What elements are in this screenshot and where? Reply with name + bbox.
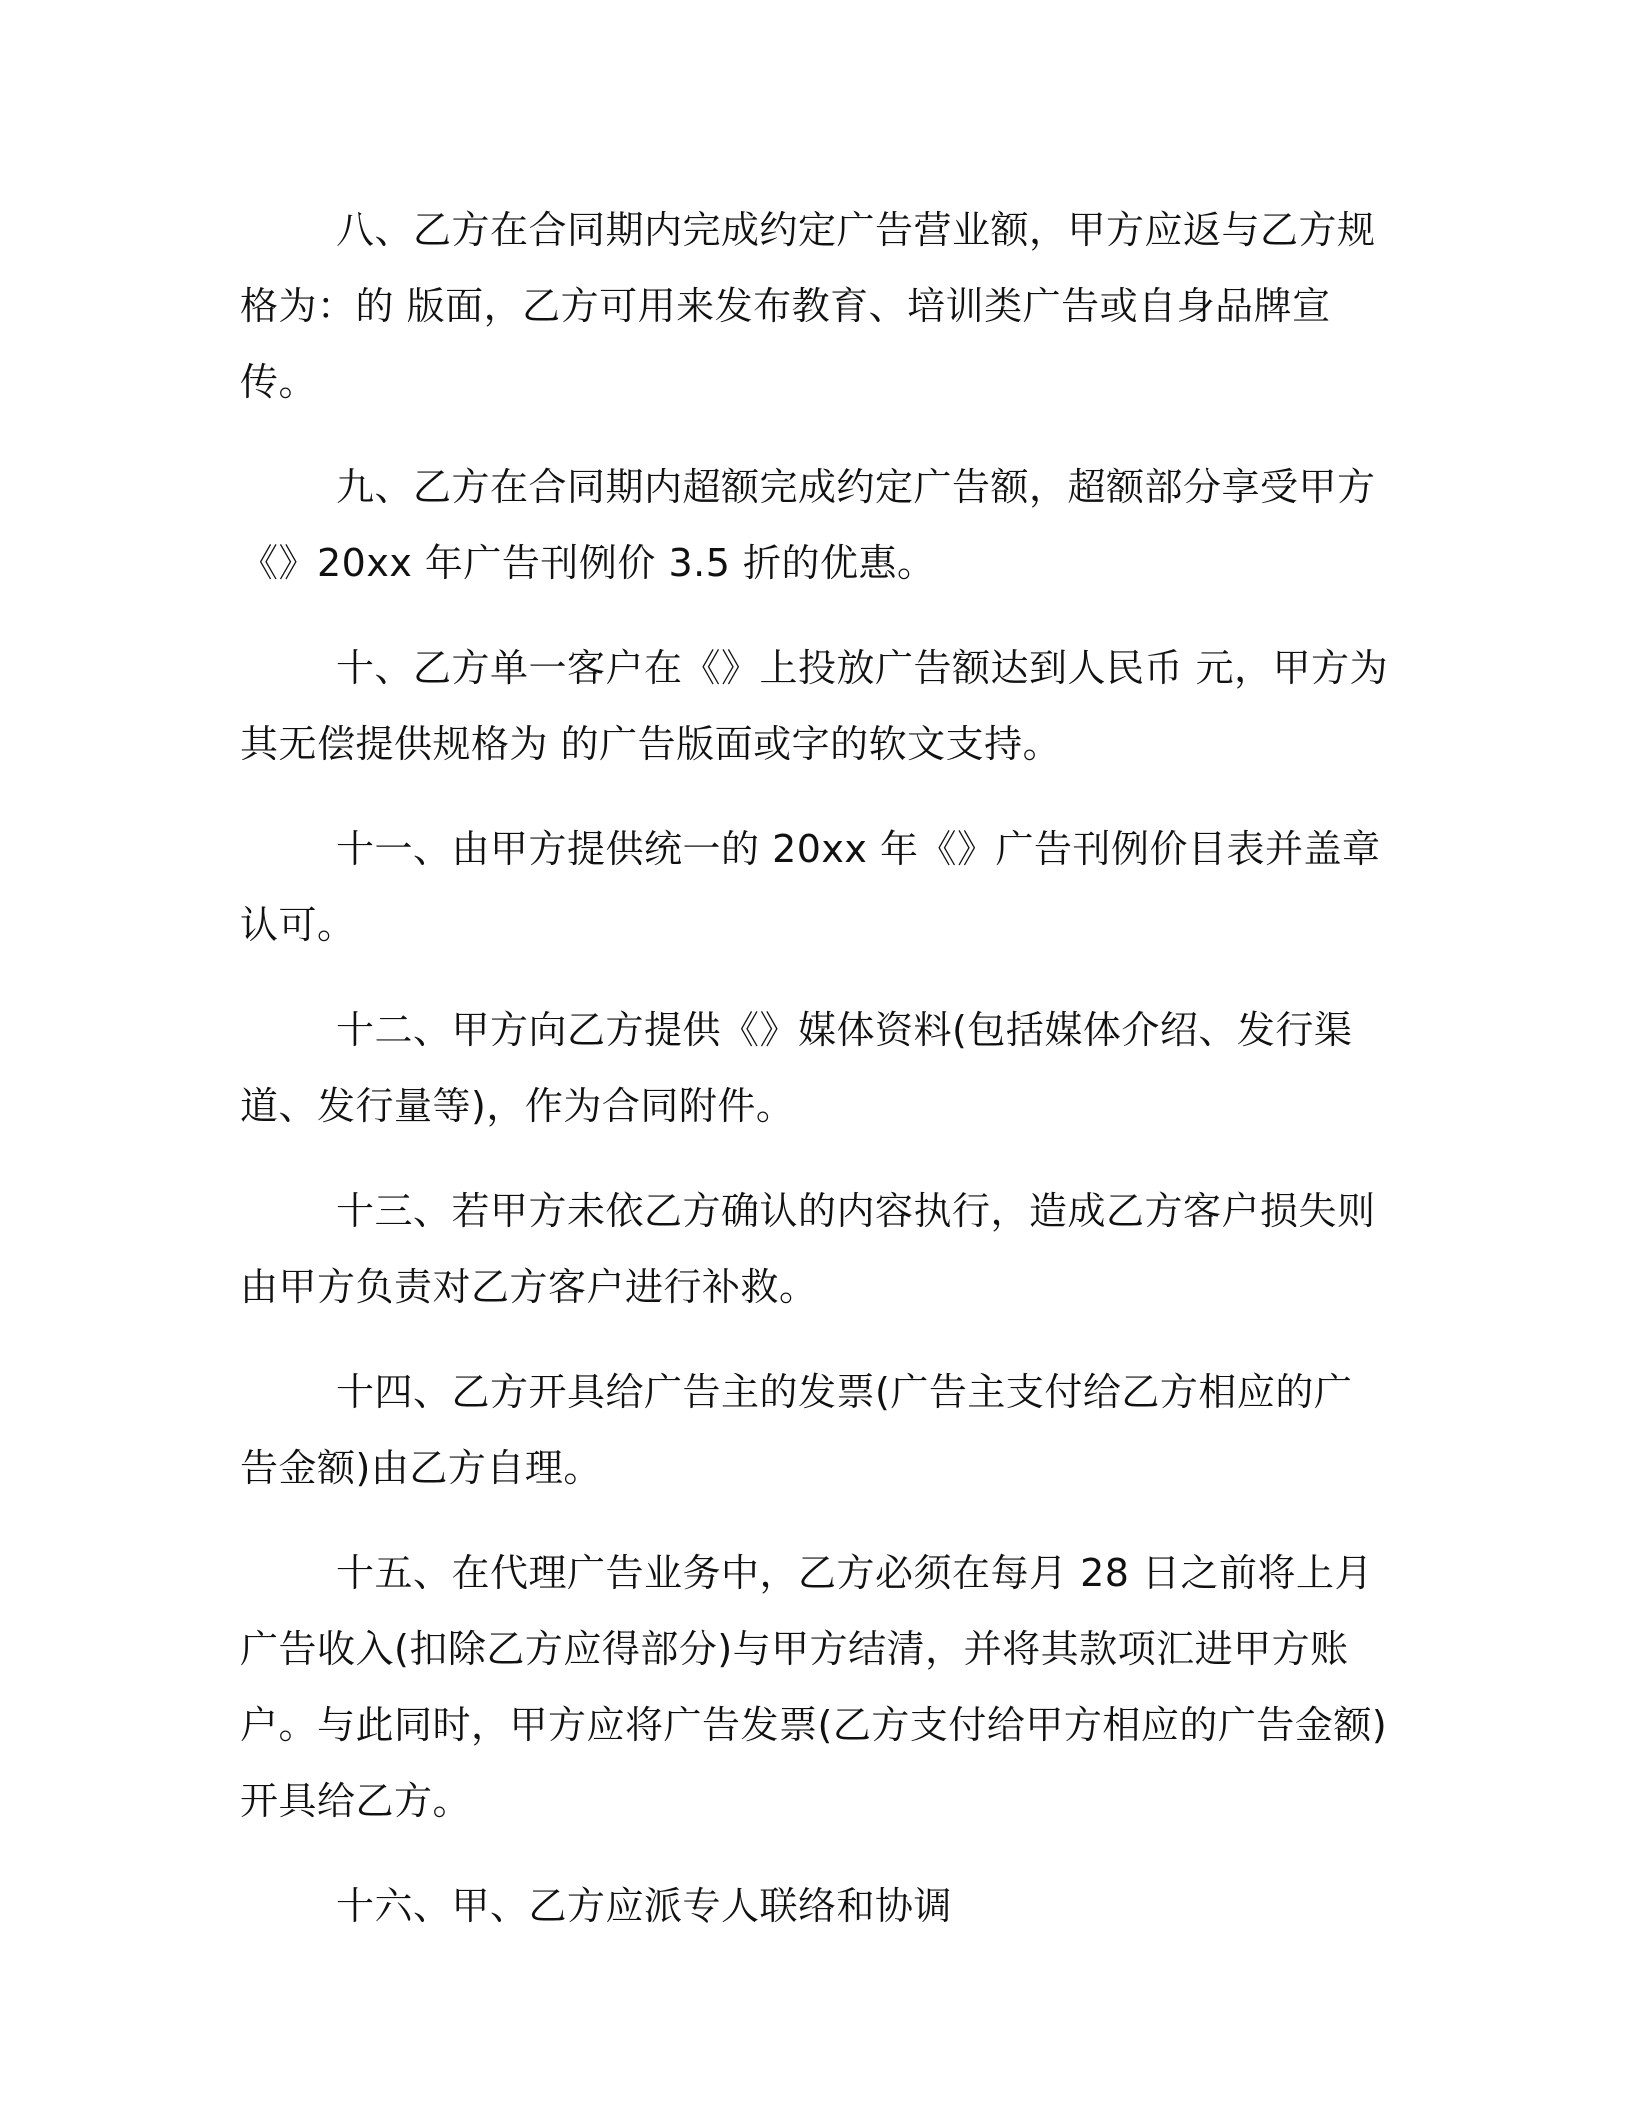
clause-16: 十六、甲、乙方应派专人联络和协调: [336, 1884, 953, 1928]
clause-9: 九、乙方在合同期内超额完成约定广告额，超额部分享受甲方《》20xx 年广告刊例价 3.5 折的优惠。: [240, 465, 1376, 585]
clause-12: 十二、甲方向乙方提供《》媒体资料(包括媒体介绍、发行渠道、发行量等)，作为合同附件。: [240, 1008, 1353, 1128]
contract-body: [240, 192, 1390, 1973]
clause-13: 十三、若甲方未依乙方确认的内容执行，造成乙方客户损失则由甲方负责对乙方客户进行补救。: [240, 1189, 1376, 1309]
clause-14: 十四、乙方开具给广告主的发票(广告主支付给乙方相应的广告金额)由乙方自理。: [240, 1370, 1353, 1490]
clause-15: 十五、在代理广告业务中，乙方必须在每月 28 日之前将上月广告收入(扣除乙方应得部分)与甲方结清，并将其款项汇进甲方账户。与此同时，甲方应将广告发票(乙方支付给甲方相应的广告金额)开具给乙方。: [240, 1551, 1388, 1823]
clause-10: 十、乙方单一客户在《》上投放广告额达到人民币 元，甲方为其无偿提供规格为 的广告版面或字的软文支持。: [240, 646, 1389, 766]
clause-8: 八、乙方在合同期内完成约定广告营业额，甲方应返与乙方规格为：的 版面，乙方可用来发布教育、培训类广告或自身品牌宣传。: [240, 208, 1376, 404]
clause-11: 十一、由甲方提供统一的 20xx 年《》广告刊例价目表并盖章认可。: [240, 827, 1381, 947]
